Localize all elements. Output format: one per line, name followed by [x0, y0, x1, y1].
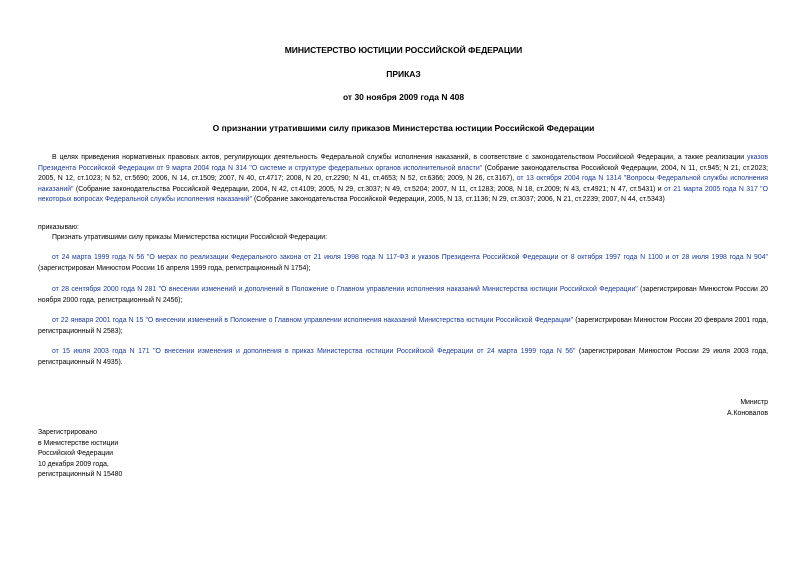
preamble-paragraph	[38, 153, 768, 206]
ministry-header: МИНИСТЕРСТВО ЮСТИЦИИ РОССИЙСКОЙ ФЕДЕРАЦИИ	[284, 45, 523, 55]
item-registration-text: (зарегистрирован Минюстом России 20 февраля 2001 года, регистрационный N 2583);	[38, 317, 768, 335]
preamble-text-2: (Собрание законодательства Российской Федерации, 2004, N 11, ст.945; N 21, ст.2023; 2005, N 12, ст.1023; N 52, ст.5690; 2006, N 14, ст.1509; 2007, N 40, ст.4717; 2008, N 20, ст.2290; N 41, ст.4653; N 52, ст.6366; 2009, N 26, ст.3167),	[38, 164, 768, 183]
list-item	[38, 253, 768, 274]
document-type: ПРИКАЗ	[386, 69, 421, 79]
item-link-order-171[interactable]: от 15 июля 2003 года N 171 "О внесении изменения и дополнения в приказ Министерства юстиции Российской Федерации от 24 марта 1999 года N 56"	[52, 348, 576, 355]
document-date: от 30 ноября 2009 года N 408	[342, 92, 465, 102]
preamble-link-decree-1314[interactable]: от 13 октября 2004 года N 1314 "Вопросы Федеральной службы исполнения наказаний"	[38, 175, 768, 193]
preamble-link-decree-314[interactable]: указов Президента Российской Федерации от 9 марта 2004 года N 314 "О системе и структуре федеральных органов исполнительной власти"	[38, 154, 768, 172]
list-item	[38, 316, 768, 337]
document-title: О признании утратившими силу приказов Министерства юстиции Российской Федерации	[212, 123, 595, 133]
item-registration-text: (зарегистрирован Минюстом России 20 ноября 2000 года, регистрационный N 2456);	[38, 286, 768, 304]
order-word: приказываю:	[38, 224, 79, 231]
registration-line: Российской Федерации	[38, 450, 113, 458]
preamble-text-1: В целях приведения нормативных правовых актов, регулирующих деятельность Федеральной службы исполнения наказаний, в соответствие с законодательством Российской Федерации, а также реализации	[52, 154, 748, 161]
item-registration-text: (зарегистрирован Минюстом России 29 июля 2003 года, регистрационный N 4935).	[38, 348, 768, 366]
registration-line: в Министерстве юстиции	[38, 439, 119, 447]
item-link-order-15[interactable]: от 22 января 2001 года N 15 "О внесении изменений в Положение о Главном управлении исполнения наказаний Министерства юстиции Российской Федерации"	[52, 317, 574, 324]
decision-text: Признать утратившими силу приказы Министерства юстиции Российской Федерации:	[52, 234, 328, 241]
item-registration-text: (зарегистрирован Минюстом России 16 апреля 1999 года, регистрационный N 1754);	[38, 264, 311, 272]
registration-block	[38, 428, 122, 481]
preamble-link-decree-317[interactable]: от 21 марта 2005 года N 317 "О некоторых вопросах Федеральной службы исполнения наказаний"	[38, 185, 768, 204]
preamble-text-3: (Собрание законодательства Российской Федерации, 2004, N 42, ст.4109; 2005, N 29, ст.3037; N 49, ст.5204; 2007, N 11, ст.1283; 2008, N 18, ст.2009; N 43, ст.4921; N 47, ст.5431) и	[73, 185, 665, 193]
item-link-order-56[interactable]: от 24 марта 1999 года N 56 "О мерах по реализации Федерального закона от 21 июля 1998 года N 117-ФЗ и указов Президента Российской Федерации от 8 октября 1997 года N 1100 и от 28 июля 1998 года N 904"	[52, 254, 768, 261]
list-item	[38, 347, 768, 368]
list-item	[38, 285, 768, 306]
preamble-text-4: (Собрание законодательства Российской Федерации, 2005, N 13, ст.1136; N 29, ст.3037; 2006, N 21, ст.2239; 2007, N 44, ст.5343)	[252, 196, 665, 204]
signatory-position: Министр	[740, 399, 768, 406]
registration-line: Зарегистрировано	[38, 429, 98, 436]
registration-line: регистрационный N 15480	[38, 471, 123, 479]
item-link-order-281[interactable]: от 28 сентября 2000 года N 281 "О внесении изменений и дополнений в Положение о Главном управлении исполнения наказаний Министерства юстиции Российской Федерации"	[52, 286, 638, 293]
signatory-name: А.Коновалов	[726, 410, 768, 417]
registration-line: 10 декабря 2009 года,	[38, 460, 109, 468]
